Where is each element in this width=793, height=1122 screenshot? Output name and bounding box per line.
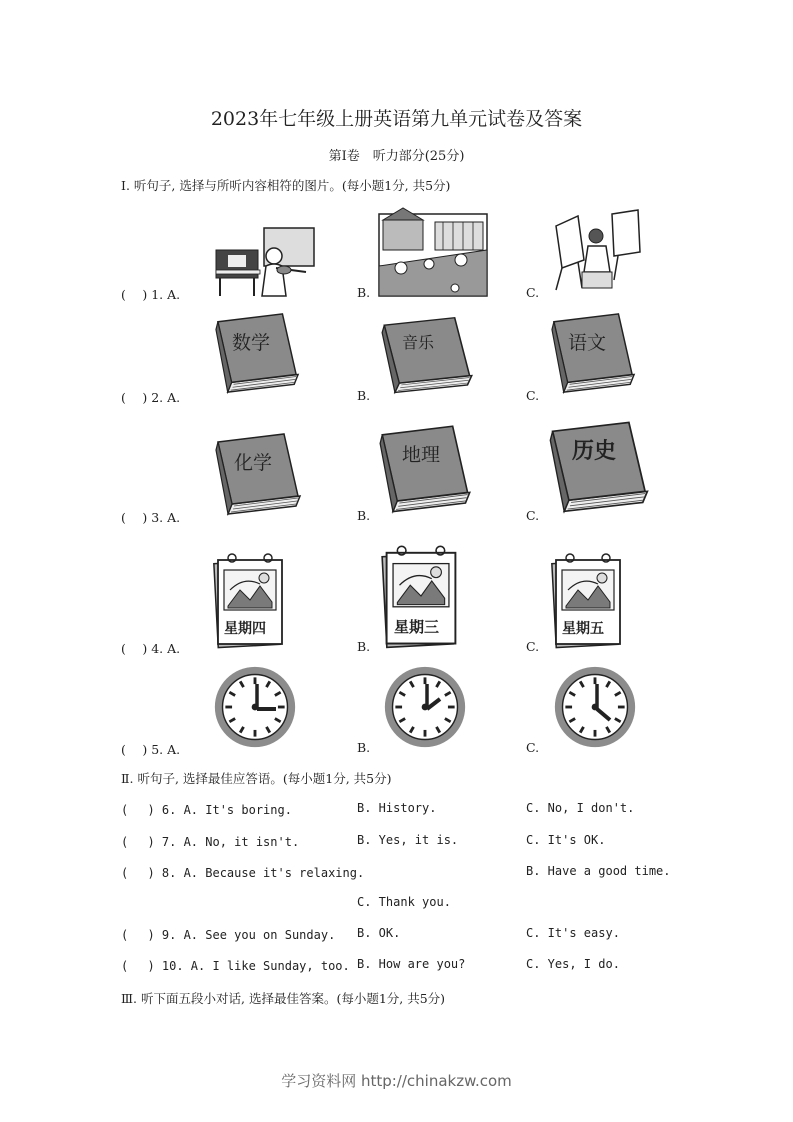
calendar-thursday-picture <box>210 550 290 654</box>
book-geography-picture <box>378 422 474 522</box>
q4-prefix: ( ) 4. A. <box>121 641 181 656</box>
book-chemistry-label: 化学 <box>234 452 273 474</box>
q8-option-c: C. Thank you. <box>357 895 451 909</box>
calendar-friday-label: 星期五 <box>562 621 604 637</box>
painting-picture <box>548 206 642 298</box>
q4-option-c: C. <box>526 639 540 654</box>
section-3-heading: Ⅲ. 听下面五段小对话, 选择最佳答案。(每小题1分, 共5分) <box>121 991 446 1006</box>
calendar-wednesday-label: 星期三 <box>394 618 440 636</box>
q10-prefix: ( ) 10. A. I like Sunday, too. <box>121 959 350 973</box>
q2-option-c: C. <box>526 388 540 403</box>
page-title: 2023年七年级上册英语第九单元试卷及答案 <box>210 108 583 130</box>
q5-option-c: C. <box>526 740 540 755</box>
book-history-picture <box>548 418 652 522</box>
q9-option-c: C. It's easy. <box>526 926 620 940</box>
q3-option-c: C. <box>526 508 540 523</box>
q5-option-b: B. <box>357 740 371 755</box>
part-heading: 第Ⅰ卷 听力部分(25分) <box>328 149 465 164</box>
book-math-picture <box>214 310 302 402</box>
section-2-heading: Ⅱ. 听句子, 选择最佳应答语。(每小题1分, 共5分) <box>121 771 392 786</box>
book-chemistry-picture <box>214 430 304 524</box>
q9-option-b: B. OK. <box>357 926 401 940</box>
footer-watermark: 学习资料网 http://chinakzw.com <box>281 1072 512 1090</box>
q8-prefix: ( ) 8. A. Because it's relaxing. <box>121 866 365 880</box>
q4-option-b: B. <box>357 639 371 654</box>
q10-option-c: C. Yes, I do. <box>526 957 620 971</box>
q10-option-b: B. How are you? <box>357 957 466 971</box>
q6-prefix: ( ) 6. A. It's boring. <box>121 803 292 817</box>
q7-prefix: ( ) 7. A. No, it isn't. <box>121 835 300 849</box>
book-chinese-label: 语文 <box>568 332 607 354</box>
q6-option-c: C. No, I don't. <box>526 801 635 815</box>
q2-option-b: B. <box>357 388 371 403</box>
piano-violin-picture <box>214 226 316 302</box>
clock-three-oclock-picture <box>212 664 298 754</box>
calendar-wednesday-picture <box>378 542 464 654</box>
q1-option-b: B. <box>357 285 371 300</box>
section-1-heading: Ⅰ. 听句子, 选择与所听内容相符的图片。(每小题1分, 共5分) <box>121 178 451 193</box>
q5-prefix: ( ) 5. A. <box>121 742 181 757</box>
q6-option-b: B. History. <box>357 801 437 815</box>
q3-prefix: ( ) 3. A. <box>121 510 181 525</box>
q1-option-c: C. <box>526 285 540 300</box>
clock-four-oclock-picture <box>552 664 638 754</box>
book-music-label: 音乐 <box>402 333 435 352</box>
q3-option-b: B. <box>357 508 371 523</box>
book-history-label: 历史 <box>572 438 617 464</box>
q7-option-b: B. Yes, it is. <box>357 833 459 847</box>
book-geography-label: 地理 <box>402 444 441 466</box>
q8-option-b: B. Have a good time. <box>526 864 671 878</box>
q2-prefix: ( ) 2. A. <box>121 390 181 405</box>
q7-option-c: C. It's OK. <box>526 833 606 847</box>
calendar-friday-picture <box>548 550 628 654</box>
clock-two-oclock-picture <box>382 664 468 754</box>
q1-prefix: ( ) 1. A. <box>121 287 181 302</box>
book-music-picture <box>380 314 476 402</box>
calendar-thursday-label: 星期四 <box>224 621 266 637</box>
q9-prefix: ( ) 9. A. See you on Sunday. <box>121 928 336 942</box>
school-sports-picture <box>377 206 489 302</box>
book-math-label: 数学 <box>232 332 271 354</box>
book-chinese-picture <box>550 310 638 402</box>
